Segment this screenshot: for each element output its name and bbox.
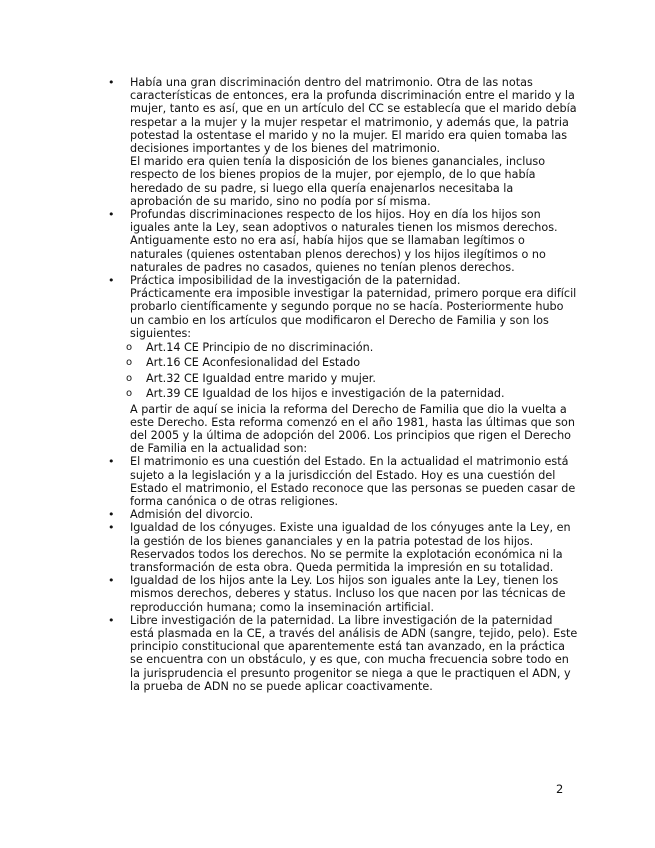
bullet-icon: • [108, 508, 115, 522]
bullet-icon: • [108, 76, 115, 89]
paragraph: Prácticamente era imposible investigar la paternidad, primero porque era difícil probarlo científicamente y segundo porque no se hacía. Posteriormente hubo un cambio en los artículos que modificaron el Derecho de Familia y son los siguientes: [130, 287, 577, 340]
list-item-hijos-discriminacion [108, 208, 578, 274]
list-item-libre-investigacion [108, 614, 578, 693]
bullet-icon: • [108, 574, 115, 588]
bullet-icon: • [108, 521, 115, 535]
paragraph: A partir de aquí se inicia la reforma del Derecho de Familia que dio la vuelta a este Derecho. Esta reforma comenzó en el año 1981, hasta las últimas que son del 2005 y la última de adopción del 2006. Los principios que rigen el Derecho de Familia en la actualidad son: [130, 402, 575, 456]
bullet-icon: • [108, 274, 115, 288]
sublist-item-text: Art.32 CE Igualdad entre marido y mujer. [146, 371, 376, 385]
list-item-matrimonio-discriminacion [108, 76, 578, 208]
list-item-matrimonio-estado [108, 455, 578, 508]
sublist-item [108, 356, 578, 369]
sublist-item-text: Art.14 CE Principio de no discriminación. [146, 341, 374, 355]
circle-bullet-icon: o [126, 357, 133, 369]
circle-bullet-icon: o [126, 342, 133, 354]
list-item-igualdad-hijos [108, 574, 578, 614]
list-item-igualdad-conyuges [108, 521, 578, 574]
paragraph: Admisión del divorcio. [130, 508, 254, 522]
circle-bullet-icon: o [126, 388, 133, 400]
page-number: 2 [556, 782, 564, 796]
articles-sublist [108, 341, 578, 400]
bullet-icon: • [108, 455, 115, 469]
paragraph: Igualdad de los hijos ante la Ley. Los hijos son iguales ante la Ley, tienen los mismos derechos, deberes y status. Incluso los que nacen por las técnicas de reproducción humana; como la inseminación artificial. [130, 574, 566, 614]
paragraph: Igualdad de los cónyuges. Existe una igualdad de los cónyuges ante la Ley, en la gestión de los bienes gananciales y en la patria potestad de los hijos. Reservados todos los derechos. No se permite la explotación económica ni la transformación de esta obra. Queda permitida la impresión en su totalidad. [130, 521, 571, 575]
paragraph: Profundas discriminaciones respecto de los hijos. Hoy en día los hijos son iguales ante la Ley, sean adoptivos o naturales tienen los mismos derechos. Antiguamente esto no era así, había hijos que se llamaban legítimos o naturales (quienes ostentaban plenos derechos) y los hijos ilegítimos o no naturales de padres no casados, quienes no tenían plenos derechos. [130, 208, 558, 274]
document-body [108, 76, 578, 693]
sublist-item-text: Art.39 CE Igualdad de los hijos e investigación de la paternidad. [146, 387, 505, 401]
sublist-item [108, 387, 578, 400]
circle-bullet-icon: o [126, 372, 133, 384]
list-item-divorcio [108, 508, 578, 521]
list-item-paternidad-imposibilidad [108, 274, 578, 340]
sublist-item [108, 372, 578, 385]
sublist-item-text: Art.16 CE Aconfesionalidad del Estado [146, 356, 361, 370]
paragraph: Práctica imposibilidad de la investigación de la paternidad. [130, 274, 461, 288]
sublist-item [108, 341, 578, 354]
paragraph: El matrimonio es una cuestión del Estado. En la actualidad el matrimonio está sujeto a la legislación y a la jurisdicción del Estado. Hoy es una cuestión del Estado el matrimonio, el Estado reconoce que las personas se pueden casar de forma canónica o de otras religiones. [130, 455, 576, 509]
bullet-icon: • [108, 613, 115, 627]
continuation-paragraph [108, 403, 578, 456]
paragraph: Había una gran discriminación dentro del matrimonio. Otra de las notas características de entonces, era la profunda discriminación entre el marido y la mujer, tanto es así, que en un artículo del CC se establecía que el marido debía respetar a la mujer y la mujer respetar el matrimonio, y además que, la patria potestad la ostentase el marido y no la mujer. El marido era quien tomaba las decisiones importantes y de los bienes del matrimonio. [130, 76, 577, 156]
paragraph: El marido era quien tenía la disposición de los bienes gananciales, incluso respecto de los bienes propios de la mujer, por ejemplo, de lo que había heredado de su padre, si luego ella quería enajenarlos necesitaba la aprobación de su marido, sino no podía por sí misma. [130, 155, 546, 208]
paragraph: Libre investigación de la paternidad. La libre investigación de la paternidad está plasmada en la CE, a través del análisis de ADN (sangre, tejido, pelo). Este principio constitucional que aparentemente está tan avanzado, en la práctica se encuentra con un obstáculo, y es que, con mucha frecuencia sobre todo en la jurisprudencia el presunto progenitor se niega a que le practiquen el ADN, y la prueba de ADN no se puede aplicar coactivamente. [130, 613, 578, 693]
bullet-icon: • [108, 208, 115, 222]
